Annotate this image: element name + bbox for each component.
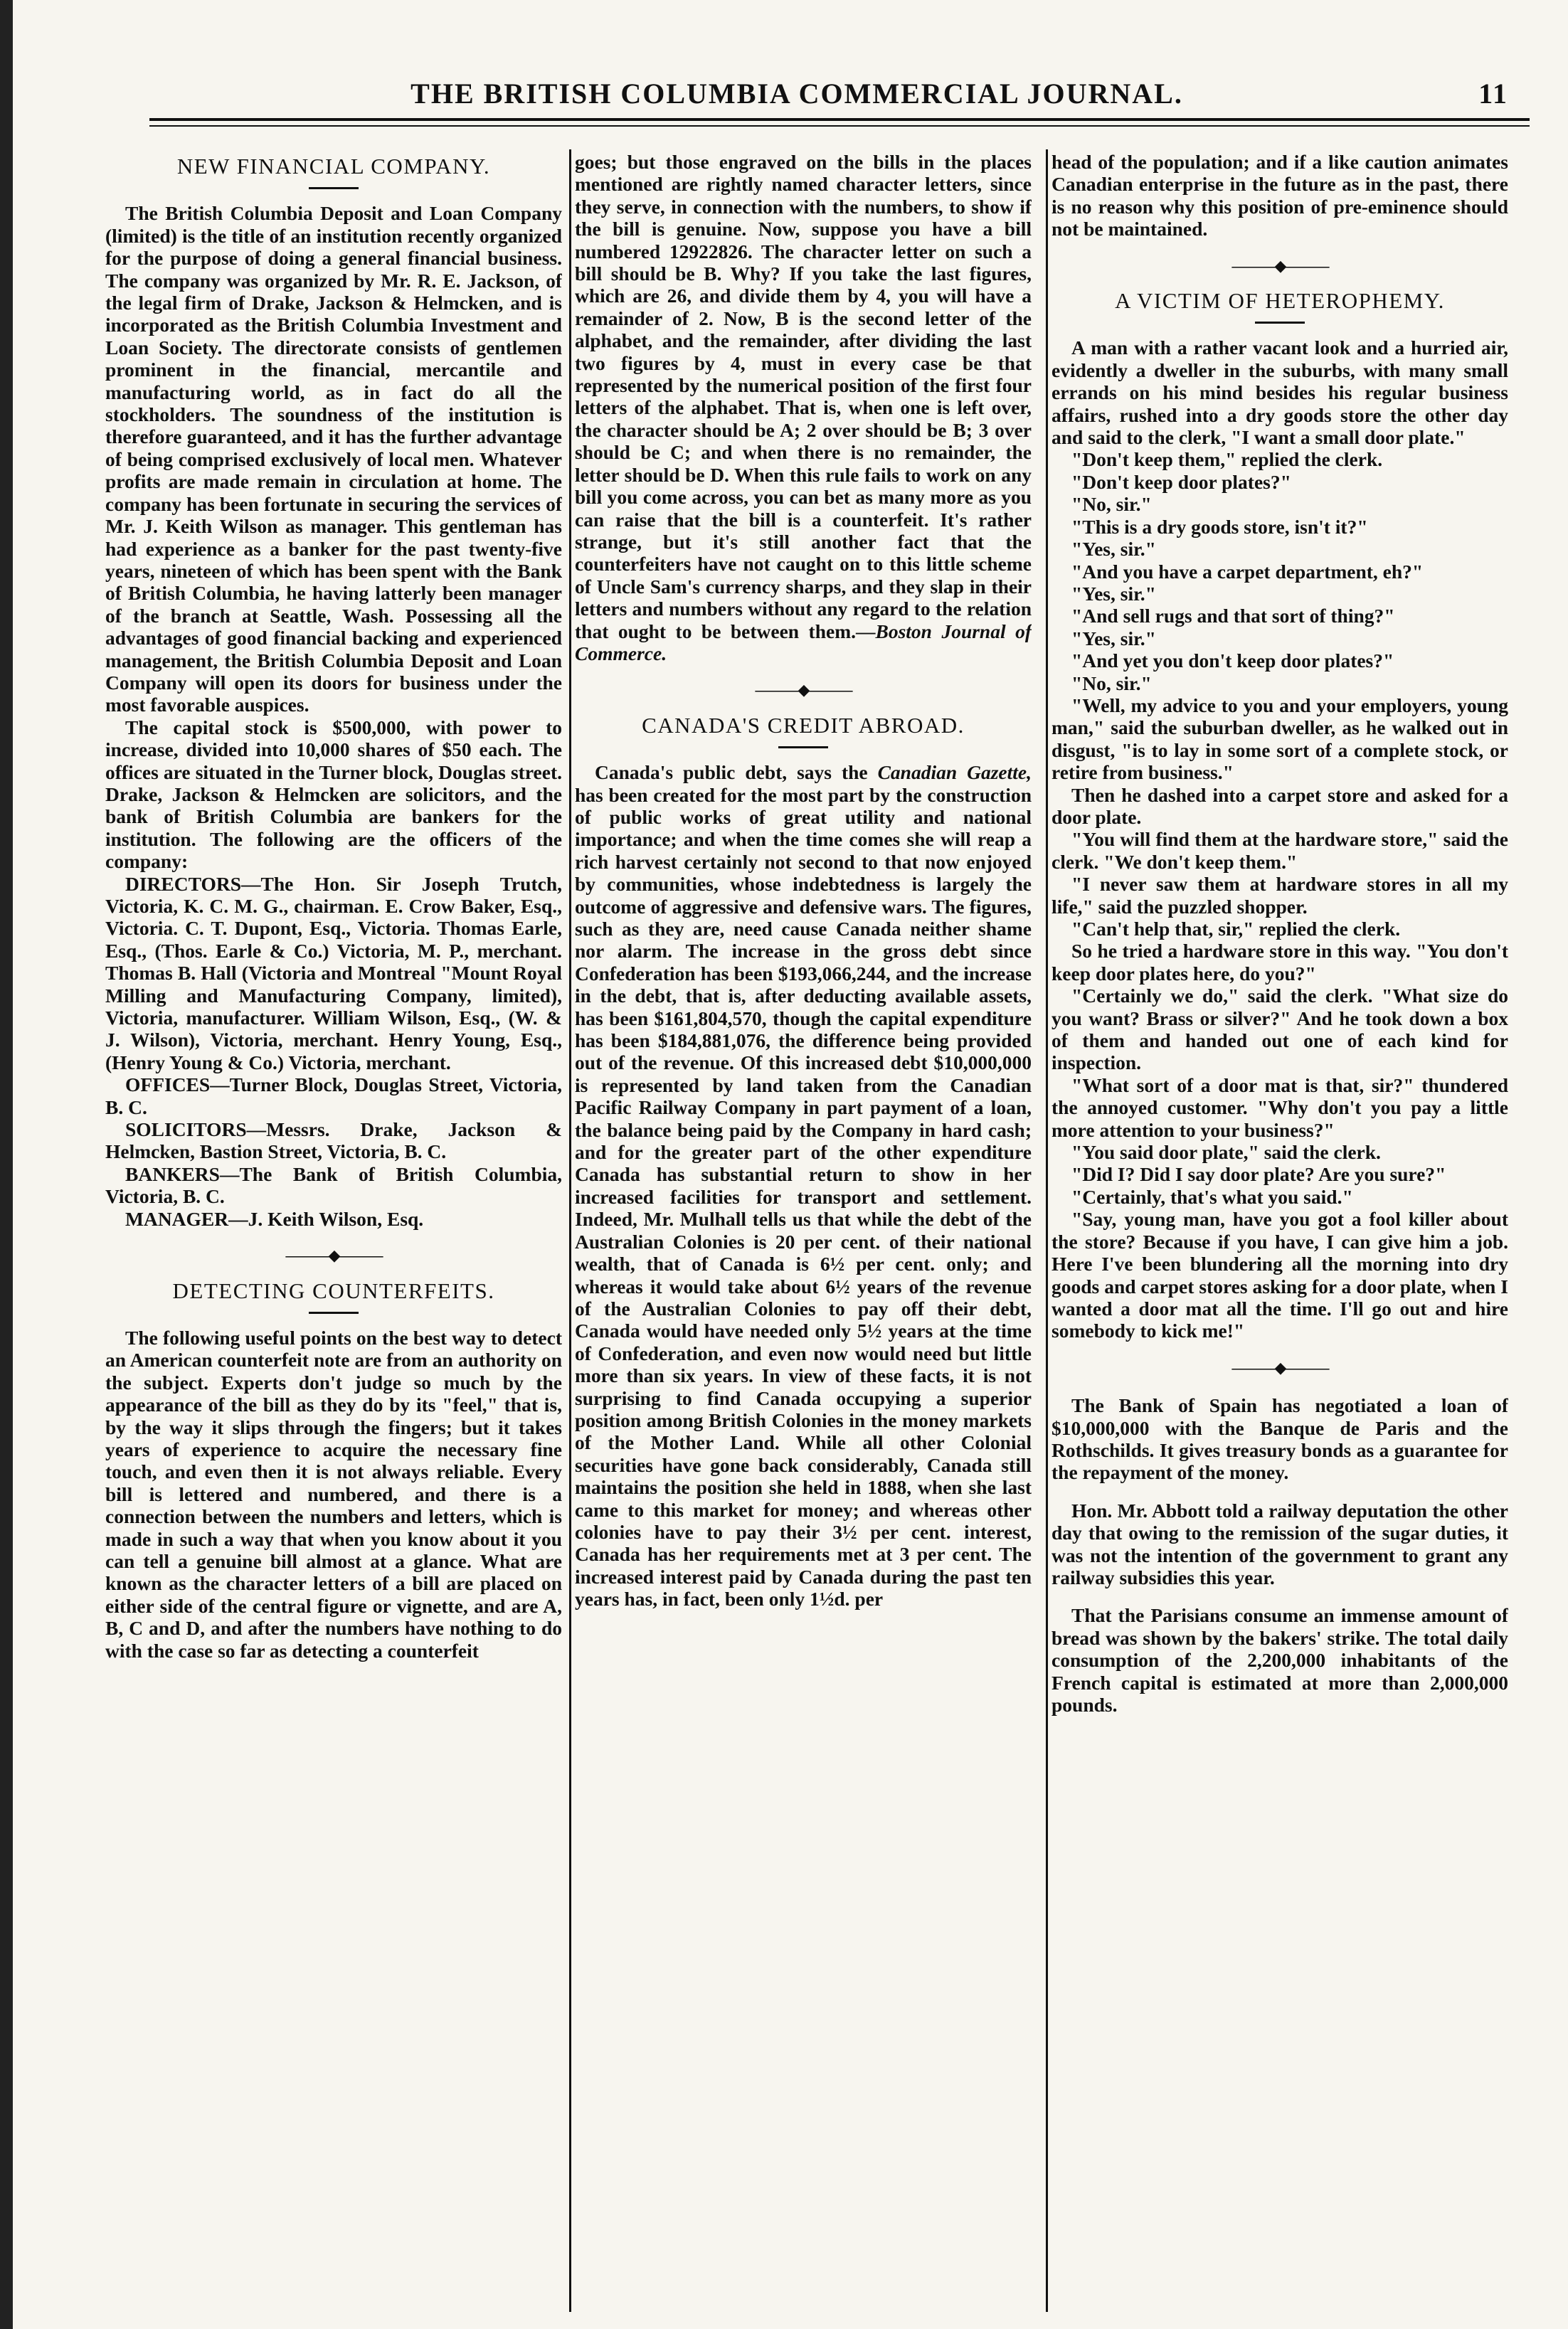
dialogue-line: "Say, young man, have you got a fool killer about the store? Because if you have, I can give him a job. Here I've been blundering all the morning into dry goods and carpet stores asking for a door plate, when I wanted a door mat all the time. I'll go out and hire somebody to kick me!" xyxy=(1051,1208,1508,1342)
dialogue-line: "And you have a carpet department, eh?" xyxy=(1071,560,1424,583)
manager-line: MANAGER—J. Keith Wilson, Esq. xyxy=(125,1207,424,1230)
solicitors-line: SOLICITORS—Messrs. Drake, Jackson & Helmcken, Bastion Street, Victoria, B. C. xyxy=(105,1118,562,1163)
offices-line: OFFICES—Turner Block, Douglas Street, Victoria, B. C. xyxy=(105,1073,562,1118)
source-citation: Boston Journal of Commerce. xyxy=(575,620,1032,664)
paragraph-text: goes; but those engraved on the bills in the places mentioned are rightly named character letters, since they serve, in connection with the numbers, to show if the bill is genuine. Now, suppose you have a bill numbered 12922826. The character letter on such a bill should be B. Why? If you take the last figures, which are 26, and divide them by 4, you will have a remainder of 2. Now, B is the second letter of the alphabet, and the remainder, after dividing the last two figures by 4, must in every case be that represented by the numerical position of the first four letters of the alphabet. That is, when one is left over, the character should be A; 2 over should be B; 3 over should be C; and when there is no remainder, the letter should be D. When this rule fails to work on any bill you come across, you can bet as many more as you can raise that the bill is a counterfeit. It's rather strange, but it's still another fact that the counterfeiters have not caught on to this little scheme of Uncle Sam's currency sharps, and they slap in their letters and numbers without any regard to the relation that ought to be between them.— xyxy=(575,151,1032,642)
dialogue-line: "Don't keep door plates?" xyxy=(1071,470,1291,493)
dialogue-line: "And sell rugs and that sort of thing?" xyxy=(1071,605,1395,627)
scan-edge-bar xyxy=(0,0,13,2329)
dialogue-line: "Well, my advice to you and your employers, young man," said the suburban dweller, as he walked out in disgust, "is to lay in some sort of a complete stock, or retire from business." xyxy=(1051,694,1508,784)
article-paragraph: The following useful points on the best way to detect an American counterfeit note are from an authority on the subject. Experts don't judge so much by the appearance of the bill as they do by its "feel," that is, by the way it slips through the fingers; but it takes years of experience to acquire the necessary fine touch, and even then it is not always reliable. Every bill is lettered and numbered, and there is a connection between the numbers and letters, which is made in such a way that when you know about it you can tell a genuine bill almost at a glance. What are known as the character letters of a bill are placed on either side of the central figure or vignette, and are A, B, C and D, and after the numbers have nothing to do with the case so far as detecting a counterfeit xyxy=(105,1326,562,1662)
column-divider-1 xyxy=(569,149,571,2312)
dialogue-line: "Certainly, that's what you said." xyxy=(1071,1185,1353,1208)
article-paragraph xyxy=(575,151,1032,664)
dialogue-line: "No, sir." xyxy=(1071,672,1152,694)
paragraph-text: Canada's public debt, says the xyxy=(595,761,878,784)
masthead xyxy=(85,77,1508,120)
column-divider-2 xyxy=(1046,149,1048,2312)
bankers-line: BANKERS—The Bank of British Columbia, Victoria, B. C. xyxy=(105,1162,562,1208)
dialogue-line: "And yet you don't keep door plates?" xyxy=(1071,649,1394,672)
article-paragraph: The British Columbia Deposit and Loan Company (limited) is the title of an institution recently organized for the purpose of doing a general financial business. The company was organized by Mr. R. E. Jackson, of the legal firm of Drake, Jackson & Helmcken, and is incorporated as the British Columbia Investment and Loan Society. The directorate consists of gentlemen prominent in the financial, mercantile and manufacturing world, as in fact do all the stockholders. The soundness of the institution is therefore guaranteed, and it has the further advantage of being comprised exclusively of local men. Whatever profits are made remain in circulation at home. The company has been fortunate in securing the services of Mr. J. Keith Wilson as manager. This gentleman has had experience as a banker for the past twenty-five years, nineteen of which has been spent with the Bank of British Columbia, he having latterly been manager of the branch at Seattle, Wash. Possessing all the advantages of good financial backing and experienced management, the British Columbia Deposit and Loan Company will open its doors for business under the most favorable auspices. xyxy=(105,202,562,716)
dialogue-line: So he tried a hardware store in this way. "You don't keep door plates here, do you?" xyxy=(1051,940,1508,985)
dialogue-line: "Can't help that, sir," replied the clerk. xyxy=(1071,918,1401,940)
heading-rule xyxy=(309,1312,359,1314)
directors-list: DIRECTORS—The Hon. Sir Joseph Trutch, Victoria, K. C. M. G., chairman. E. Crow Baker, Esq., Victoria. C. T. Dupont, Esq., Victoria. Thomas Earle, Esq., (Thos. Earle & Co.) Victoria, M. P., merchant. Thomas B. Hall (Victoria and Montreal "Mount Royal Milling and Manufacturing Company, limited), Victoria, manufacturer. William Wilson, Esq., (W. & J. Wilson), Victoria, merchant. Henry Young, Esq., (Henry Young & Co.) Victoria, merchant. xyxy=(105,872,562,1073)
dialogue-line: Then he dashed into a carpet store and asked for a door plate. xyxy=(1051,783,1508,828)
dialogue-line: "Did I? Did I say door plate? Are you sure?" xyxy=(1071,1163,1446,1186)
article-paragraph: head of the population; and if a like caution animates Canadian enterprise in the future as in the past, there is no reason why this position of pre-eminence should not be maintained. xyxy=(1051,151,1508,240)
paragraph-text: has been created for the most part by the construction of public works of great utility and national importance; and when the time comes she will reap a rich harvest certainly not second to that now enjoyed by communities, whose indebtedness is largely the outcome of aggressive and defensive wars. The figures, such as they are, need cause Canada neither shame nor alarm. The increase in the gross debt since Confederation has been $193,066,244, and the increase in the debt, that is, after deducting available assets, has been $161,804,570, though the capital expenditure has been $184,881,076, the difference being provided out of the revenue. Of this increased debt $10,000,000 is represented by land taken from the Canadian Pacific Railway Company in part payment of a loan, the balance being paid by the Company in hard cash; and for the greater part of the other expenditure Canada has substantial return to show in her increased facilities for transport and settlement. Indeed, Mr. Mulhall tells us that while the debt of the Australian Colonies is 20 per cent. of their national wealth, that of Canada is 6½ per cent. only; and whereas it would take about 6½ years of the revenue of the Australian Colonies to pay off their debt, Canada would have needed only 5½ years at the time of Confederation, and even now would need but little more than six years. In view of these facts, it is not surprising to find Canada occupying a superior position among British Colonies in the money markets of the Mother Land. While all other Colonial securities have gone back considerably, Canada still maintains the position she held in 1888, when she last came to this market for money; and whereas other colonies have to pay their 3½ per cent. interest, Canada has her requirements met at 3 per cent. The increased interest paid by Canada during the past ten years has, in fact, been only 1½d. per xyxy=(575,783,1032,1611)
column-2 xyxy=(575,151,1032,2306)
masthead-rule-thin xyxy=(149,125,1530,127)
article-heading-canadas-credit: CANADA'S CREDIT ABROAD. xyxy=(642,712,965,738)
dialogue-line: "You will find them at the hardware store," said the clerk. "We don't keep them." xyxy=(1051,828,1508,873)
column-3 xyxy=(1051,151,1508,2306)
article-paragraph: A man with a rather vacant look and a hurried air, evidently a dweller in the suburbs, with many small errands on his mind besides his regular business affairs, rushed into a dry goods store the other day and said to the clerk, "I want a small door plate." xyxy=(1051,336,1508,449)
article-paragraph xyxy=(575,761,1032,1610)
dialogue-line: "Yes, sir." xyxy=(1071,582,1156,605)
news-item: The Bank of Spain has negotiated a loan of $10,000,000 with the Banque de Paris and the Rothschilds. It gives treasury bonds as a guarantee for the repayment of the money. xyxy=(1051,1394,1508,1484)
column-1 xyxy=(105,151,562,2306)
section-ornament: ———◆——— xyxy=(1231,256,1328,275)
dialogue-line: "What sort of a door mat is that, sir?" thundered the annoyed customer. "Why don't you pay a little more attention to your business?" xyxy=(1051,1073,1508,1141)
page-number: 11 xyxy=(1478,78,1508,110)
article-heading-detecting-counterfeits: DETECTING COUNTERFEITS. xyxy=(172,1278,495,1303)
source-citation: Canadian Gazette, xyxy=(877,761,1032,784)
article-heading-victim-of-heterophemy: A VICTIM OF HETEROPHEMY. xyxy=(1115,288,1445,314)
news-item: Hon. Mr. Abbott told a railway deputation the other day that owing to the remission of the sugar duties, it was not the intention of the government to grant any railway subsidies this year. xyxy=(1051,1499,1508,1588)
dialogue-line: "Yes, sir." xyxy=(1071,627,1156,649)
dialogue-line: "You said door plate," said the clerk. xyxy=(1071,1141,1381,1164)
heading-rule xyxy=(309,187,359,189)
section-ornament: ———◆——— xyxy=(755,681,852,699)
masthead-rule xyxy=(149,118,1530,121)
article-paragraph: The capital stock is $500,000, with power to increase, divided into 10,000 shares of $50 each. The offices are situated in the Turner block, Douglas street. Drake, Jackson & Helmcken are solicitors, and the bank of British Columbia are bankers for the institution. The following are the officers of the company: xyxy=(105,716,562,873)
dialogue-line: "No, sir." xyxy=(1071,493,1152,516)
article-heading-new-financial-company: NEW FINANCIAL COMPANY. xyxy=(176,154,491,179)
dialogue-line: "Yes, sir." xyxy=(1071,538,1156,561)
dialogue-line: "Don't keep them," replied the clerk. xyxy=(1071,448,1383,471)
heading-rule xyxy=(778,746,828,748)
section-ornament: ———◆——— xyxy=(285,1246,382,1265)
news-item: That the Parisians consume an immense amount of bread was shown by the bakers' strike. The total daily consumption of the 2,200,000 inhabitants of the French capital is estimated at more than 2,000,000 pounds. xyxy=(1051,1604,1508,1716)
section-ornament: ———◆——— xyxy=(1231,1358,1328,1376)
dialogue-line: "This is a dry goods store, isn't it?" xyxy=(1071,515,1368,538)
heading-rule xyxy=(1255,322,1305,324)
dialogue-line: "Certainly we do," said the clerk. "What size do you want? Brass or silver?" And he took down a box of them and handed out one of each kind for inspection. xyxy=(1051,985,1508,1074)
journal-title: THE BRITISH COLUMBIA COMMERCIAL JOURNAL. xyxy=(410,78,1183,110)
dialogue-line: "I never saw them at hardware stores in all my life," said the puzzled shopper. xyxy=(1051,873,1508,918)
